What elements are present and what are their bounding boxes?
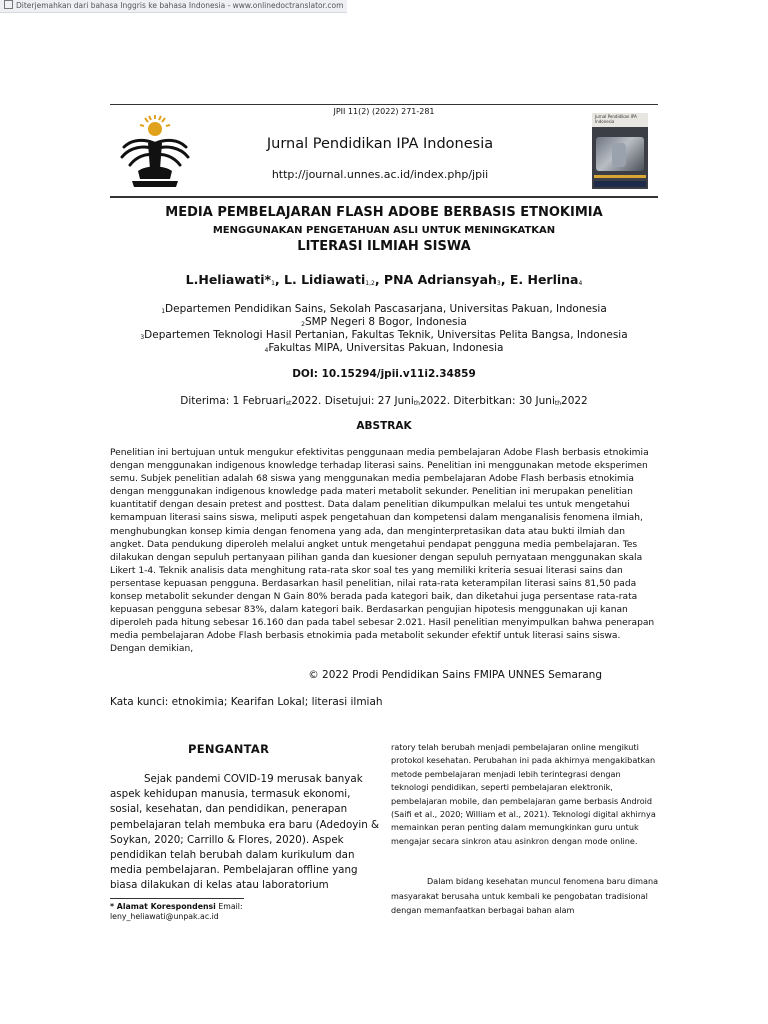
affiliation <box>110 303 658 315</box>
date-suffix: th <box>413 400 420 407</box>
affiliation-text: Departemen Teknologi Hasil Pertanian, Fakultas Teknik, Universitas Pelita Bangsa, Indonesia <box>144 329 628 341</box>
article-title-line-3: LITERASI ILMIAH SISWA <box>297 239 471 254</box>
journal-cover-image <box>592 113 648 189</box>
header-rule <box>110 196 658 198</box>
footnote-email-label: Email: <box>218 902 243 911</box>
article-title-line-1: MEDIA PEMBELAJARAN FLASH ADOBE BERBASIS ETNOKIMIA <box>165 205 603 220</box>
document-icon <box>4 0 13 9</box>
doi-link[interactable]: DOI: 10.15294/jpii.v11i2.34859 <box>292 368 476 380</box>
section-heading: PENGANTAR <box>188 742 270 756</box>
author-affil-num: 3 <box>496 280 501 287</box>
footnote-rule <box>110 898 244 899</box>
author-list <box>110 272 658 287</box>
abstract-text: Penelitian ini bertujuan untuk mengukur efektivitas penggunaan media pembelajaran Adobe Flash berbasis etnokimia dengan menggunakan indigenous knowledge terhadap literasi sains. Penelitian ini menggunakan metode eksperimen semu. Subjek penelitian adalah 68 siswa yang menggunakan media pembelajaran Adobe Flash berbasis etnokimia dengan menggunakan indigenous knowledge pada materi metabolit sekunder. Penelitian ini merupakan penelitian kuantitatif dengan desain pretest and posttest. Data dalam penelitian dikumpulkan melalui tes untuk mengetahui kemampuan literasi sains siswa, meliputi aspek pengetahuan dan kompetensi dalam menganalisis fenomena ilmiah, menghubungkan konsep kimia dengan fenomena yang ada, dan menginterpretasikan data atau bukti ilmiah dan angket. Data pendukung diperoleh melalui angket untuk mengetahui pendapat pengguna media pembelajaran. Tes dilakukan dengan sepuluh pertanyaan pilihan ganda dan kuesioner dengan sepuluh pernyataan menggunakan skala Likert 1-4. Teknik analisis data menghitung rata-rata skor soal tes yang memiliki kriteria sesuai literasi sains dan persentase kepuasan pengguna. Berdasarkan hasil penelitian, nilai rata-rata keterampilan literasi sains 81,50 pada konsep metabolit sekunder dengan N Gain 80% berada pada kategori baik, dan diketahui juga persentase rata-rata kepuasan pengguna sebesar 83%, dalam kategori baik. Berdasarkan pengujian hipotesis menggunakan uji kanan diperoleh pada hitung sebesar 16.160 dan pada tabel sebesar 2.021. Hasil penelitian menyimpulkan bahwa penerapan media pembelajaran Adobe Flash berbasis etnokimia pada metabolit sekunder efektif untuk literasi sains siswa. Dengan demikian, <box>110 448 655 655</box>
citation: JPII 11(2) (2022) 271-281 <box>333 107 435 116</box>
banner-text: Diterjemahkan dari bahasa Inggris ke bahasa Indonesia - www.onlinedoctranslator.com <box>16 1 344 10</box>
author-name: E. Herlina <box>509 272 579 287</box>
date-text: 2022 <box>561 395 588 407</box>
body-paragraph: Dalam bidang kesehatan muncul fenomena baru dimana masyarakat berusaha untuk kembali ke pengobatan tradisional dengan memanfaatkan berbagai bahan alam <box>391 876 659 916</box>
date-text: Diterima: 1 Februari <box>180 395 286 407</box>
date-text: 2022. Disetujui: 27 Juni <box>291 395 414 407</box>
article-title-line-2: MENGGUNAKAN PENGETAHUAN ASLI UNTUK MENINGKATKAN <box>212 225 556 236</box>
author-sep: , <box>274 272 285 287</box>
abstract-heading: ABSTRAK <box>356 420 412 432</box>
author-sep: , <box>374 272 384 287</box>
author-affil-num: 4 <box>578 280 583 287</box>
author-name: PNA Adriansyah <box>383 272 497 287</box>
date-suffix: st <box>285 400 292 407</box>
author-name: L. Lidiawati <box>284 272 366 287</box>
intro-paragraph: Sejak pandemi COVID-19 merusak banyak aspek kehidupan manusia, termasuk ekonomi, sosial, kesehatan, dan pendidikan, penerapan pembelajaran telah membuka era baru (Adedoyin & Soykan, 2020; Carrillo & Flores, 2020). Aspek pendidikan telah berubah dalam kurikulum dan media pembelajaran. Pembelajaran offline yang biasa dilakukan di kelas atau laboratorium <box>110 773 380 892</box>
affiliation <box>110 342 658 354</box>
footnote-label: * Alamat Korespondensi <box>110 902 216 911</box>
author-affil-num: 1,2 <box>365 280 375 287</box>
keywords: Kata kunci: etnokimia; Kearifan Lokal; literasi ilmiah <box>110 696 383 708</box>
body-paragraph: ratory telah berubah menjadi pembelajaran online mengikuti protokol kesehatan. Perubahan ini pada akhirnya mengakibatkan metode pembelajaran menjadi lebih terintegrasi dengan teknologi pendidikan, seperti pembelajaran elektronik, pembelajaran mobile, dan pembelajaran game berbasis Android (Saifi et al., 2020; William et al., 2021). Teknologi digital akhirnya memainkan peran penting dalam memungkinkan guru untuk mengajar secara sinkron atau asinkron dengan mode online. <box>391 742 656 846</box>
date-text: 2022. Diterbitkan: 30 Juni <box>419 395 555 407</box>
author-affil-num: 1 <box>271 280 275 287</box>
footnote-email: leny_heliawati@unpak.ac.id <box>110 912 219 921</box>
publication-dates <box>110 395 658 407</box>
affiliation-number: 4 <box>264 347 269 354</box>
affiliation-text: Departemen Pendidikan Sains, Sekolah Pascasarjana, Universitas Pakuan, Indonesia <box>165 303 607 315</box>
journal-title: Jurnal Pendidikan IPA Indonesia <box>266 136 494 152</box>
journal-url-link[interactable]: http://journal.unnes.ac.id/index.php/jpii <box>271 168 489 181</box>
top-rule <box>110 104 658 105</box>
affiliation-number: 3 <box>140 334 145 341</box>
affiliation-text: Fakultas MIPA, Universitas Pakuan, Indonesia <box>268 342 504 354</box>
date-suffix: th <box>554 400 562 407</box>
affiliation <box>110 329 658 341</box>
affiliation-number: 2 <box>301 321 305 328</box>
author-sep: , <box>500 272 510 287</box>
affiliation <box>110 316 658 328</box>
university-logo-icon <box>118 113 192 189</box>
author-name: L.Heliawati* <box>185 272 272 287</box>
translator-banner[interactable] <box>0 0 347 13</box>
correspondence-footnote <box>110 902 380 922</box>
cover-strip-text: Jurnal Pendidikan IPA Indonesia <box>595 114 637 124</box>
affiliation-text: SMP Negeri 8 Bogor, Indonesia <box>304 316 467 328</box>
copyright-notice: © 2022 Prodi Pendidikan Sains FMIPA UNNES Semarang <box>308 669 602 681</box>
affiliation-number: 1 <box>161 308 166 315</box>
